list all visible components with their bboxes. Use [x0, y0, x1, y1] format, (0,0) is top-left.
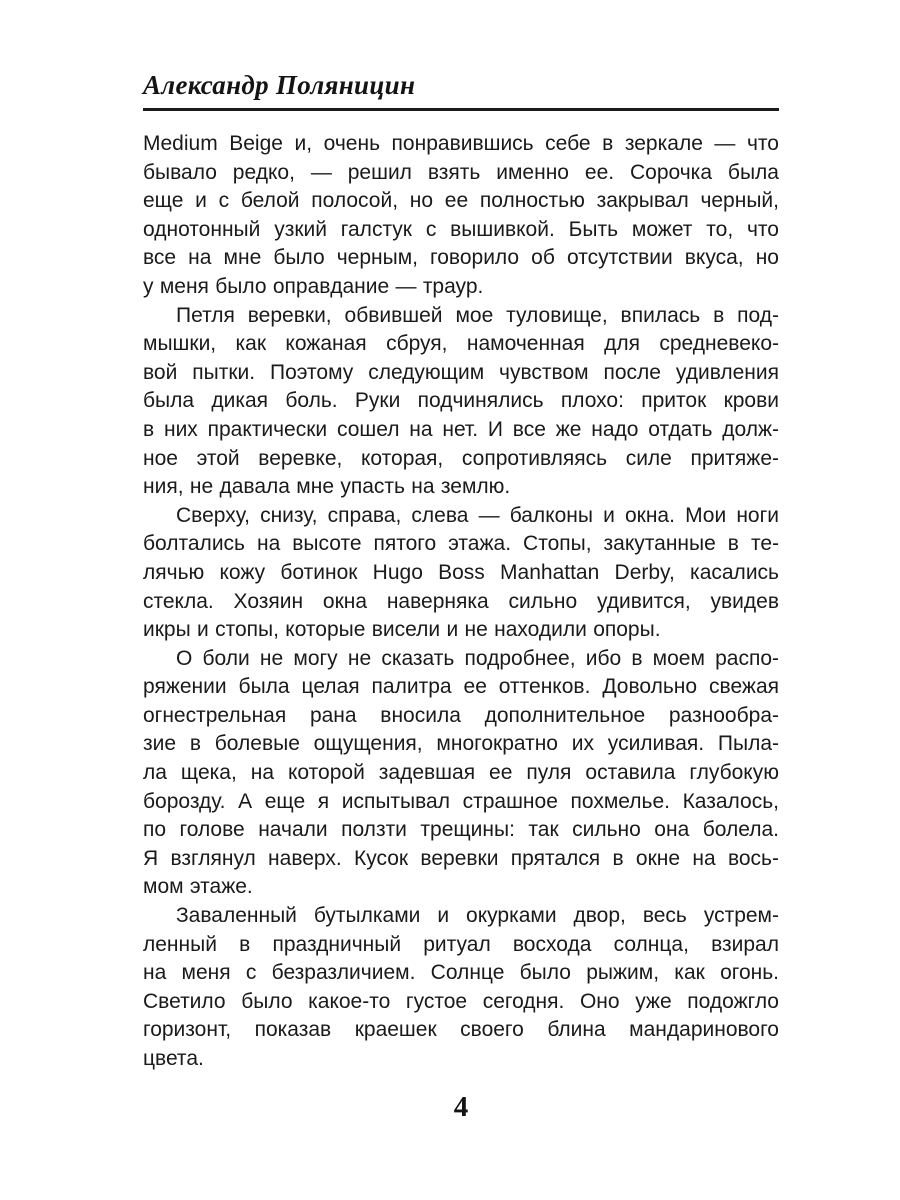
- text-line: однотонный узкий галстук с вышивкой. Быть может то, что: [143, 217, 779, 241]
- text-line: ленный в праздничный ритуал восхода солнца, взирал: [143, 932, 779, 956]
- text-line: все на мне было черным, говорило об отсутствии вкуса, но: [143, 246, 779, 270]
- paragraph: [143, 645, 779, 902]
- text-line: ное этой веревке, которая, сопротивляясь силе притяже-: [143, 446, 779, 470]
- text-line: была дикая боль. Руки подчинялись плохо: приток крови: [143, 389, 779, 413]
- text-line: болтались на высоте пятого этажа. Стопы, закутанные в те-: [143, 532, 779, 556]
- text-line: ла щека, на которой задевшая ее пуля оставила глубокую: [143, 761, 779, 785]
- text-line: вой пытки. Поэтому следующим чувством после удивления: [143, 360, 779, 384]
- page-text: [143, 130, 779, 1074]
- text-line: в них практически сошел на нет. И все же надо отдать долж-: [143, 417, 779, 441]
- text-line: икры и стопы, которые висели и не находили опоры.: [143, 618, 661, 642]
- text-line: Medium Beige и, очень понравившись себе в зеркале — что: [143, 132, 779, 155]
- text-line: зие в болевые ощущения, многократно их усиливая. Пыла-: [143, 732, 779, 756]
- text-line: ряжении была целая палитра ее оттенков. Довольно свежая: [143, 675, 779, 699]
- text-line: лячью кожу ботинок Hugo Boss Manhattan Derby, касались: [143, 560, 779, 584]
- paragraph: [143, 502, 779, 645]
- text-column: [143, 0, 779, 1074]
- text-line: по голове начали ползти трещины: так сильно она болела.: [143, 818, 779, 842]
- text-line: Я взглянул наверх. Кусок веревки прятался в окне на вось-: [143, 846, 779, 870]
- text-line: мом этаже.: [143, 875, 253, 899]
- text-line: Сверху, снизу, справа, слева — балконы и окна. Мои ноги: [176, 503, 779, 527]
- author-header: Александр Поляницин: [143, 70, 416, 100]
- text-line: огнестрельная рана вносила дополнительное разнообра-: [143, 703, 779, 727]
- text-line: на меня с безразличием. Солнце было рыжим, как огонь.: [143, 961, 779, 985]
- text-line: Петля веревки, обвившей мое туловище, впилась в под-: [176, 303, 779, 327]
- text-line: борозду. А еще я испытывал страшное похмелье. Казалось,: [143, 789, 779, 813]
- text-line: мышки, как кожаная сбруя, намоченная для средневеко-: [143, 332, 779, 356]
- text-line: стекла. Хозяин окна наверняка сильно удивится, увидев: [143, 589, 779, 613]
- text-line: Светило было какое-то густое сегодня. Оно уже подожгло: [143, 989, 779, 1013]
- paragraph: [143, 302, 779, 502]
- text-line: цвета.: [143, 1047, 204, 1070]
- header-rule: [143, 108, 779, 111]
- text-line: Заваленный бутылками и окурками двор, весь устрем-: [176, 904, 779, 928]
- paragraph: [143, 130, 779, 302]
- text-line: у меня было оправдание — траур.: [143, 274, 484, 298]
- text-line: О боли не могу не сказать подробнее, ибо в моем распо-: [176, 646, 779, 670]
- text-line: ния, не давала мне упасть на землю.: [143, 475, 511, 499]
- text-line: горизонт, показав краешек своего блина мандаринового: [143, 1018, 779, 1042]
- paragraph: [143, 902, 779, 1074]
- text-line: еще и с белой полосой, но ее полностью закрывал черный,: [143, 189, 779, 213]
- page-number: 4: [453, 1091, 469, 1123]
- text-line: бывало редко, — решил взять именно ее. Сорочка была: [143, 160, 779, 184]
